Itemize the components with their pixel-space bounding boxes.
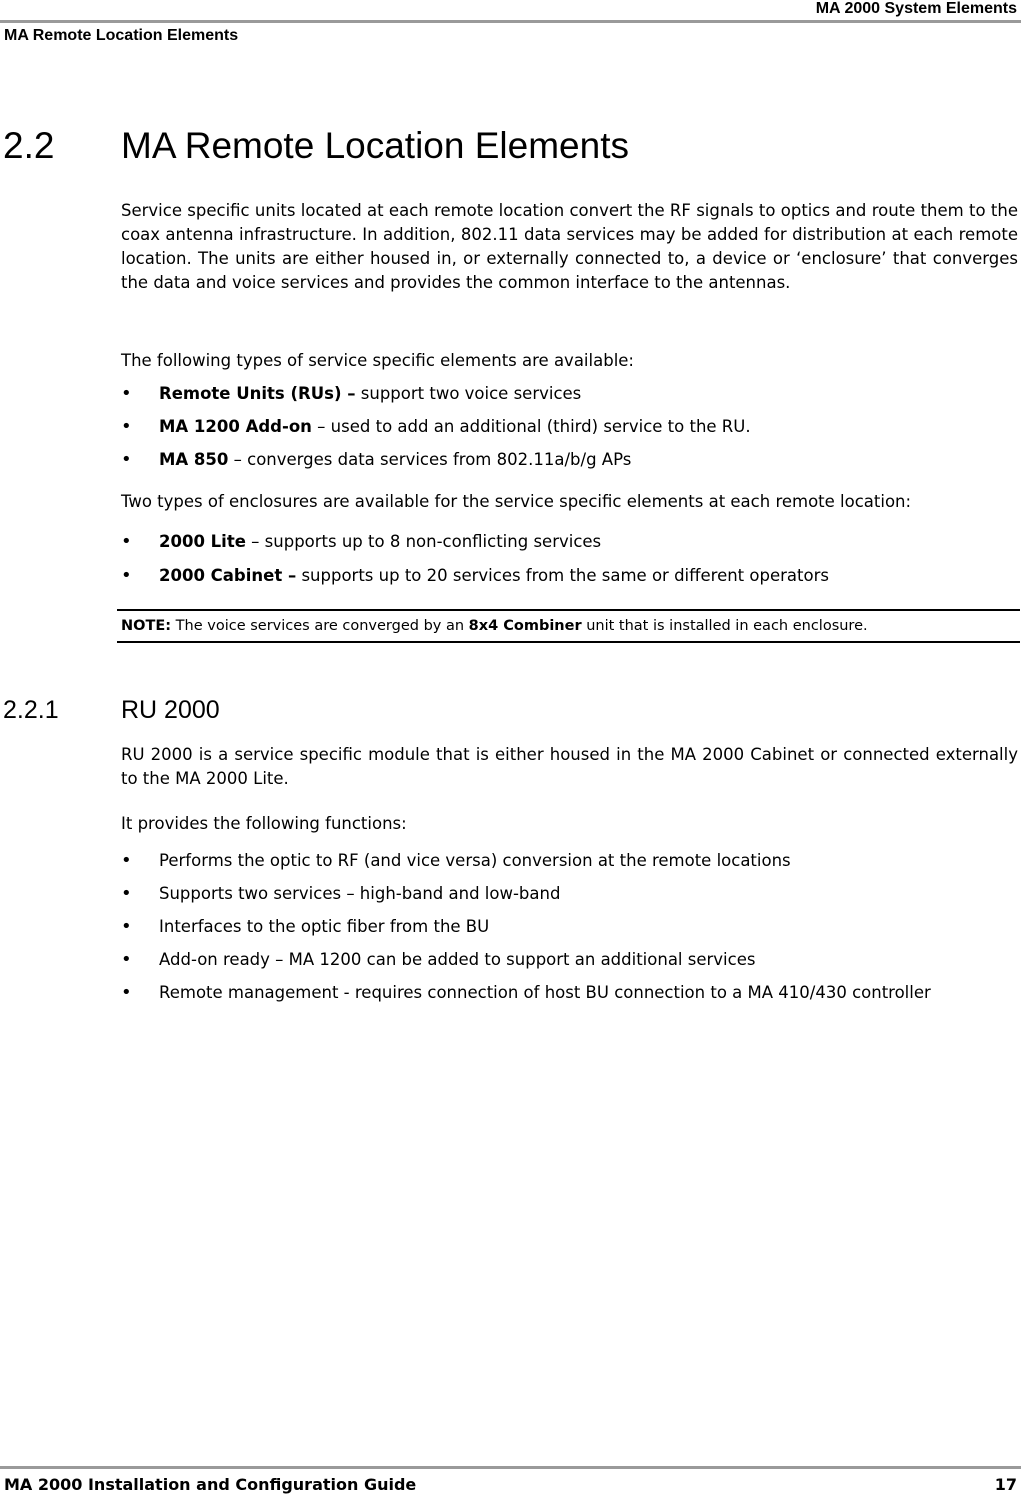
bullet-icon: • [121,531,132,552]
subsection-intro-paragraph: RU 2000 is a service specific module that is either housed in the MA 2000 Cabinet or connected externally to the MA 2000 Lite. [121,745,1018,788]
bullet-icon: • [121,383,132,404]
note-text-before: The voice services are converged by an [171,618,469,634]
functions-block [121,812,1018,1005]
bullet-icon: • [121,850,132,871]
list-item [121,981,1018,1005]
types-list [121,382,1018,472]
bullet-icon: • [121,982,132,1003]
bullet-icon: • [121,883,132,904]
bullet-icon: • [121,916,132,937]
list-item [121,448,1018,472]
functions-intro: It provides the following functions: [121,814,407,833]
footer-guide-title: MA 2000 Installation and Configuration Guide [4,1475,417,1494]
list-item [121,382,1018,406]
list-item [121,530,1018,554]
bullet-icon: • [121,449,132,470]
running-header-chapter: MA 2000 System Elements [815,0,1017,17]
item-label: MA 850 [159,450,229,469]
note-text-after: unit that is installed in each enclosure. [581,618,868,634]
list-item [121,915,1018,939]
note-label: NOTE: [121,618,172,634]
item-label: MA 1200 Add-on [159,417,312,436]
subsection-number: 2.2.1 [3,696,59,724]
enclosures-block [121,490,1018,588]
item-text: – used to add an additional (third) service to the RU. [311,417,751,436]
section-intro-block [121,199,1018,295]
list-item [121,948,1018,972]
list-item [121,882,1018,906]
item-label: Remote Units (RUs) – [159,384,356,403]
note-box [117,609,1020,643]
item-text: Add-on ready – MA 1200 can be added to support an additional services [159,950,756,969]
types-block [121,349,1018,472]
section-heading [3,124,629,168]
list-item [121,564,1018,588]
note-emphasis: 8x4 Combiner [468,618,582,634]
item-text: – converges data services from 802.11a/b/g APs [228,450,632,469]
bullet-icon: • [121,565,132,586]
functions-list [121,849,1018,1005]
item-text: Performs the optic to RF (and vice versa) conversion at the remote locations [159,851,791,870]
subsection-intro-block [121,743,1018,791]
section-title: MA Remote Location Elements [121,125,629,166]
running-header-section: MA Remote Location Elements [4,27,239,44]
item-text: Supports two services – high-band and low-band [159,884,561,903]
subsection-heading [3,694,220,726]
item-text: supports up to 20 services from the same or different operators [296,566,829,585]
enclosures-intro: Two types of enclosures are available for the service specific elements at each remote location: [121,492,912,511]
bullet-icon: • [121,949,132,970]
list-item [121,849,1018,873]
item-text: support two voice services [355,384,582,403]
item-text: – supports up to 8 non-conflicting services [245,532,602,551]
section-number: 2.2 [3,125,55,166]
item-text: Interfaces to the optic fiber from the BU [159,917,490,936]
header-divider [0,20,1021,23]
footer-divider [0,1466,1021,1469]
page-number: 17 [994,1475,1017,1494]
item-label: 2000 Lite [159,532,246,551]
list-item [121,415,1018,439]
section-intro-paragraph: Service specific units located at each remote location convert the RF signals to optics and route them to the coax antenna infrastructure. In addition, 802.11 data services may be added for distribution at each remote location. The units are either housed in, or externally connected to, a device or ‘enclosure’ that converges the data and voice services and provides the common interface to the antennas. [121,201,1018,292]
bullet-icon: • [121,416,132,437]
item-label: 2000 Cabinet – [159,566,297,585]
subsection-title: RU 2000 [121,696,220,724]
types-intro: The following types of service specific elements are available: [121,351,634,370]
item-text: Remote management - requires connection of host BU connection to a MA 410/430 controller [159,983,931,1002]
enclosures-list [121,530,1018,588]
